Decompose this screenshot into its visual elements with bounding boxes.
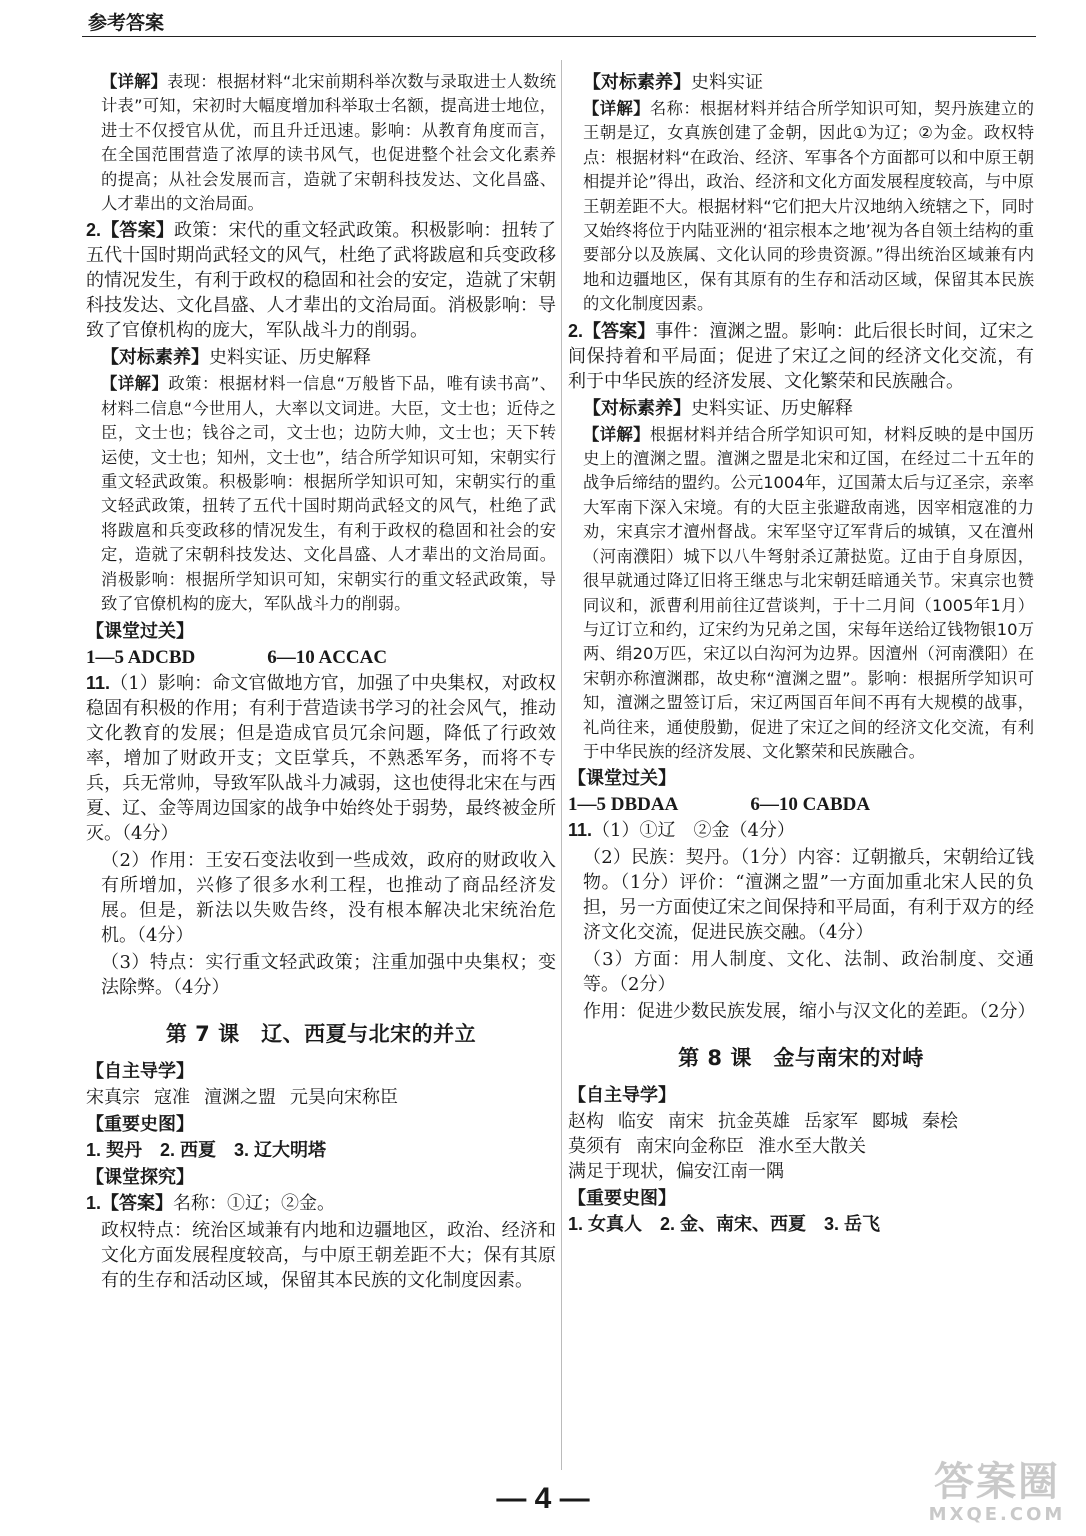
- keyword: 临安: [618, 1111, 654, 1133]
- multiple-choice-answers: [568, 792, 1034, 817]
- lesson-title: 第 7 课 辽、西夏与北宋的并立: [165, 1021, 477, 1046]
- watermark-bottom: MXQE.COM: [928, 1504, 1066, 1525]
- keyword: 淮水至大散关: [758, 1136, 866, 1158]
- multiple-choice-answers: [86, 645, 556, 670]
- block-text: 表现：根据材料“北宋前期科举次数与录取进士人数统计表”可知，宋初时大幅度增加科举取士名额，提高进士地位，进士不仅授官从优，而且升迁迅速。影响：从教育角度而言，在全国范围营造了浓厚的读书风气，也促进整个社会文化素养的提高；从社会发展而言，造就了宋朝科技发达、文化昌盛、人才辈出的文治局面。: [101, 72, 556, 214]
- block-text: 政策：根据材料一信息“万般皆下品，唯有读书高”、材料二信息“今世用人，大率以文词进。大臣，文士也；近侍之臣，文士也；钱谷之司，文士也；边防大帅，文士也；天下转运使，文士也；知州，文士也”，结合所学知识可知，宋朝实行重文轻武政策。积极影响：根据所学知识可知，宋朝实行的重文轻武政策，扭转了五代十国时期尚武轻文的风气，杜绝了武将跋扈和兵变政移的情况发生，有利于政权的稳固和社会的安定，造就了宋朝科技发达、文化昌盛、人才辈出的文治局面。消极影响：根据所学知识可知，宋朝实行的重文轻武政策，导致了官僚机构的庞大，军队战斗力的削弱。: [101, 374, 556, 614]
- section-label: 【重要史图】: [568, 1188, 676, 1210]
- keyword: 南宋: [668, 1111, 704, 1133]
- section-label: 【重要史图】: [86, 1113, 194, 1135]
- block-tag: 【详解】: [583, 99, 650, 118]
- keyword: 宋真宗: [86, 1086, 140, 1108]
- block-text: 史料实证、历史解释: [691, 397, 853, 419]
- sub-answer: 作用：促进少数民族发展，缩小与汉文化的差距。（2分）: [583, 1001, 1036, 1023]
- sub-answer: （3）特点：实行重文轻武政策；注重加强中央集权；变法除弊。（4分）: [101, 951, 556, 998]
- keyword: 抗金英雄: [718, 1111, 790, 1133]
- answer-block: [568, 818, 1034, 843]
- section-label: 【自主导学】: [86, 1060, 194, 1082]
- block-tag: 【对标素养】: [101, 347, 209, 369]
- keyword: 郾城: [872, 1111, 908, 1133]
- answer-range-2: 6—10 CABDA: [750, 794, 871, 816]
- block-text: 名称：①辽；②金。: [173, 1192, 336, 1214]
- column-divider: [561, 60, 562, 1470]
- block-tag: 【对标素养】: [583, 72, 691, 93]
- answer-range-1: 1—5 DBDAA: [568, 794, 679, 816]
- keyword: 岳家军: [804, 1111, 858, 1133]
- detail-block: [86, 372, 556, 616]
- sub-answer: （3）方面：用人制度、文化、法制、政治制度、交通等。（2分）: [583, 949, 1034, 996]
- question-number: 11.: [86, 672, 111, 693]
- answer-range-2: 6—10 ACCAC: [267, 646, 388, 668]
- block-text: （1）影响：命文官做地方官，加强了中央集权，对政权稳固有积极的作用；有利于营造读书学习的社会风气，推动文化教育的发展；但是造成官员冗余问题，降低了行政效率，增加了财政开支；文臣掌兵，不熟悉军务，而将不专兵，兵无常帅，导致军队战斗力减弱，这也使得北宋在与西夏、辽、金等周边国家的战争中始终处于弱势，最终被金所灭。（4分）: [86, 672, 556, 844]
- sub-answer: 政权特点：统治区域兼有内地和边疆地区，政治、经济和文化方面发展程度较高，与中原王朝差距不大；保有其原有的生存和活动区域，保留其本民族的文化制度因素。: [101, 1219, 556, 1291]
- page-number: — 4 —: [496, 1482, 590, 1515]
- section-label: 【课堂过关】: [86, 620, 194, 642]
- map-answers: 1. 契丹 2. 西夏 3. 辽大明塔: [86, 1139, 327, 1160]
- keyword: 秦桧: [922, 1111, 958, 1133]
- answer-range-1: 1—5 ADCBD: [86, 646, 196, 668]
- question-number: 2.: [568, 320, 584, 341]
- block-tag: 【详解】: [101, 72, 168, 91]
- section-label: 【课堂探究】: [86, 1166, 194, 1188]
- answer-block: [86, 671, 556, 846]
- detail-block: [86, 70, 556, 216]
- answer-block: [568, 319, 1034, 394]
- plain-block: [568, 396, 1034, 421]
- keyword: 赵构: [568, 1111, 604, 1133]
- right-column: [568, 70, 1034, 1239]
- section-label: 【课堂过关】: [568, 768, 676, 790]
- question-number: 11.: [568, 820, 593, 841]
- watermark-top: 答案圈: [934, 1459, 1060, 1505]
- answer-block: [86, 218, 556, 343]
- keyword-list: [568, 1109, 1034, 1184]
- sub-answer: （2）作用：王安石变法收到一些成效，政府的财政收入有所增加，兴修了很多水利工程，也推动了商品经济发展。但是，新法以失败告终，没有根本解决北宋统治危机。（4分）: [101, 849, 556, 946]
- map-answers: 1. 女真人 2. 金、南宋、西夏 3. 岳飞: [568, 1214, 881, 1235]
- detail-block: [568, 97, 1034, 317]
- detail-block: [568, 423, 1034, 765]
- question-number: 2.: [86, 220, 102, 241]
- keyword: 元昊向宋称臣: [290, 1086, 398, 1108]
- question-number: 1.: [86, 1192, 102, 1213]
- keyword: 南宋向金称臣: [636, 1136, 744, 1158]
- keyword: 满足于现状，偏安江南一隅: [568, 1161, 784, 1183]
- block-text: 名称：根据材料并结合所学知识可知，契丹族建立的王朝是辽，女真族创建了金朝，因此①为辽；②为金。政权特点：根据材料“在政治、经济、军事各个方面都可以和中原王朝相提并论”得出，政治、经济和文化方面发展程度较高，与中原王朝差距不大。根据材料“它们把大片汉地纳入统辖之下，同时又始终将位于内陆亚洲的‘祖宗根本之地’视为各自领土结构的重要部分以及族属、文化认同的珍贵资源。”得出统治区域兼有内地和边疆地区，保有其原有的生存和活动区域，保留其本民族的文化制度因素。: [583, 99, 1034, 314]
- header-rule: [82, 36, 1036, 37]
- left-column: [86, 70, 556, 1295]
- block-tag: 【对标素养】: [583, 397, 691, 419]
- keyword: 寇准: [154, 1086, 190, 1108]
- block-tag: 【详解】: [101, 374, 169, 394]
- section-label: 【自主导学】: [568, 1085, 676, 1107]
- lesson-title: 第 8 课 金与南宋的对峙: [678, 1046, 924, 1071]
- block-tag: 【答案】: [101, 220, 175, 242]
- page-header-title: 参考答案: [88, 12, 165, 34]
- block-text: 政策：宋代的重文轻武政策。积极影响：扭转了五代十国时期尚武轻文的风气，杜绝了武将跋扈和兵变政移的情况发生，有利于政权的稳固和社会的安定，造就了宋朝科技发达、文化昌盛、人才辈出的文治局面。消极影响：导致了官僚机构的庞大，军队战斗力的削弱。: [86, 220, 557, 342]
- answer-block: [86, 1191, 556, 1216]
- plain-block: [86, 345, 556, 370]
- block-tag: 【详解】: [583, 424, 650, 444]
- block-text: 史料实证: [691, 72, 763, 93]
- keyword-list: [86, 1085, 556, 1110]
- block-text: 根据材料并结合所学知识可知，材料反映的是中国历史上的澶渊之盟。澶渊之盟是北宋和辽国，在经过二十五年的战争后缔结的盟约。公元1004年，辽国萧太后与辽圣宗，亲率大军南下深入宋境。有的大臣主张避敌南逃，因宰相寇准的力劝，宋真宗才澶州督战。宋军坚守辽军背后的城镇，又在澶州（河南濮阳）城下以八牛弩射杀辽萧挞览。辽由于自身原因，很早就通过降辽旧将王继忠与北宋朝廷暗通关节。宋真宗也赞同议和，派曹利用前往辽营谈判，于十二月间（1005年1月）与辽订立和约，辽宋约为兄弟之国，宋每年送给辽钱物银10万两、绢20万匹，宋辽以白沟河为边界。因澶州（河南濮阳）在宋朝亦称澶渊郡，故史称“澶渊之盟”。影响：根据所学知识可知，澶渊之盟签订后，宋辽两国百年间不再有大规模的战事，礼尚往来，通使殷勤，促进了宋辽之间的经济文化交流，有利于中华民族的经济发展、文化繁荣和民族融合。: [583, 424, 1034, 761]
- keyword: 澶渊之盟: [204, 1086, 276, 1108]
- block-text: 史料实证、历史解释: [209, 347, 371, 369]
- block-tag: 【答案】: [101, 1192, 174, 1214]
- keyword: 莫须有: [568, 1136, 622, 1158]
- block-text: （1）①辽 ②金（4分）: [592, 820, 795, 842]
- plain-block: [568, 70, 1034, 95]
- watermark-logo: [922, 1460, 1072, 1530]
- sub-answer: （2）民族：契丹。（1分）内容：辽朝撤兵，宋朝给辽钱物。（1分）评价：“澶渊之盟”一方面加重北宋人民的负担，另一方面使辽宋之间保持和平局面，有利于双方的经济文化交流，促进民族交融。（4分）: [583, 847, 1034, 944]
- block-text: 事件：澶渊之盟。影响：此后很长时间，辽宋之间保持着和平局面；促进了宋辽之间的经济文化交流，有利于中华民族的经济发展、文化繁荣和民族融合。: [568, 320, 1035, 392]
- block-tag: 【答案】: [583, 320, 656, 342]
